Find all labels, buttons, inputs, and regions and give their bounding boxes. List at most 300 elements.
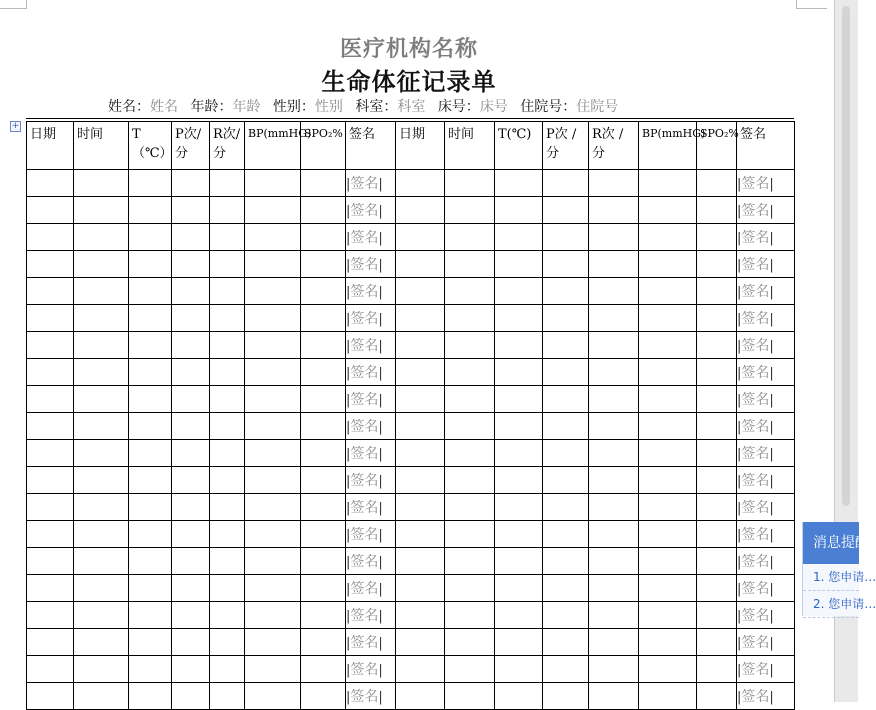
table-cell[interactable] [301,440,346,467]
table-cell[interactable] [639,548,697,575]
signature-field[interactable]: 签名 [350,527,379,543]
table-cell[interactable] [74,386,129,413]
signature-field[interactable]: 签名 [741,446,770,462]
table-cell[interactable] [27,251,74,278]
table-cell[interactable] [210,305,245,332]
table-cell[interactable] [589,494,639,521]
table-cell[interactable] [543,170,589,197]
table-cell[interactable] [495,386,543,413]
table-cell[interactable] [245,602,301,629]
table-cell[interactable] [396,170,445,197]
signature-cell[interactable] [346,440,396,467]
table-cell[interactable] [74,656,129,683]
table-cell[interactable] [27,683,74,710]
table-cell[interactable] [27,386,74,413]
table-cell[interactable] [639,521,697,548]
table-cell[interactable] [172,440,210,467]
signature-cell[interactable] [737,251,795,278]
table-cell[interactable] [396,467,445,494]
table-cell[interactable] [697,170,737,197]
table-cell[interactable] [129,278,172,305]
table-cell[interactable] [74,440,129,467]
signature-field[interactable]: 签名 [350,473,379,489]
signature-cell[interactable] [346,683,396,710]
table-cell[interactable] [301,197,346,224]
table-cell[interactable] [301,278,346,305]
table-cell[interactable] [697,224,737,251]
signature-cell[interactable] [346,413,396,440]
signature-cell[interactable] [346,467,396,494]
table-cell[interactable] [172,575,210,602]
table-move-handle-icon[interactable]: + [11,121,20,131]
table-cell[interactable] [74,305,129,332]
table-cell[interactable] [639,413,697,440]
table-cell[interactable] [543,521,589,548]
signature-cell[interactable] [737,224,795,251]
signature-field[interactable]: 签名 [350,500,379,516]
signature-cell[interactable] [346,521,396,548]
table-cell[interactable] [396,197,445,224]
signature-field[interactable]: 签名 [741,203,770,219]
signature-field[interactable]: 签名 [350,689,379,705]
table-cell[interactable] [445,413,495,440]
signature-cell[interactable] [737,683,795,710]
table-cell[interactable] [74,413,129,440]
table-cell[interactable] [697,575,737,602]
signature-cell[interactable] [737,332,795,359]
table-cell[interactable] [129,224,172,251]
signature-cell[interactable] [346,575,396,602]
signature-field[interactable]: 签名 [741,635,770,651]
table-cell[interactable] [245,521,301,548]
table-cell[interactable] [697,467,737,494]
table-cell[interactable] [210,467,245,494]
signature-field[interactable]: 签名 [741,689,770,705]
sex-field[interactable]: 性别 [314,99,343,115]
table-cell[interactable] [697,656,737,683]
table-cell[interactable] [445,197,495,224]
table-cell[interactable] [589,548,639,575]
table-cell[interactable] [172,332,210,359]
signature-field[interactable]: 签名 [741,527,770,543]
table-cell[interactable] [445,170,495,197]
table-cell[interactable] [129,386,172,413]
table-cell[interactable] [210,413,245,440]
table-cell[interactable] [543,467,589,494]
table-cell[interactable] [639,602,697,629]
signature-cell[interactable] [737,656,795,683]
signature-field[interactable]: 签名 [741,311,770,327]
table-cell[interactable] [74,521,129,548]
table-cell[interactable] [301,305,346,332]
table-cell[interactable] [639,386,697,413]
table-cell[interactable] [495,629,543,656]
table-cell[interactable] [245,440,301,467]
table-cell[interactable] [210,548,245,575]
table-cell[interactable] [697,521,737,548]
table-cell[interactable] [445,656,495,683]
message-item[interactable]: 1. 您申请… [803,564,859,591]
table-cell[interactable] [245,197,301,224]
table-cell[interactable] [445,224,495,251]
table-cell[interactable] [445,629,495,656]
signature-field[interactable]: 签名 [350,419,379,435]
table-cell[interactable] [396,251,445,278]
table-cell[interactable] [301,683,346,710]
table-cell[interactable] [639,332,697,359]
signature-cell[interactable] [346,224,396,251]
signature-field[interactable]: 签名 [741,419,770,435]
table-cell[interactable] [445,521,495,548]
table-cell[interactable] [543,305,589,332]
table-cell[interactable] [697,305,737,332]
table-cell[interactable] [639,629,697,656]
table-cell[interactable] [445,359,495,386]
table-cell[interactable] [639,170,697,197]
signature-field[interactable]: 签名 [350,203,379,219]
table-cell[interactable] [74,332,129,359]
table-cell[interactable] [74,278,129,305]
table-cell[interactable] [210,359,245,386]
table-cell[interactable] [172,197,210,224]
table-cell[interactable] [697,386,737,413]
table-cell[interactable] [445,467,495,494]
table-cell[interactable] [210,521,245,548]
table-cell[interactable] [697,440,737,467]
table-cell[interactable] [301,629,346,656]
table-cell[interactable] [589,305,639,332]
table-cell[interactable] [210,224,245,251]
signature-cell[interactable] [737,278,795,305]
table-cell[interactable] [301,494,346,521]
table-cell[interactable] [697,332,737,359]
table-cell[interactable] [543,413,589,440]
table-cell[interactable] [396,575,445,602]
dept-field[interactable]: 科室 [397,99,426,115]
signature-field[interactable]: 签名 [741,176,770,192]
table-cell[interactable] [589,629,639,656]
table-cell[interactable] [543,548,589,575]
table-cell[interactable] [445,386,495,413]
table-cell[interactable] [245,305,301,332]
table-cell[interactable] [445,440,495,467]
table-cell[interactable] [245,359,301,386]
table-cell[interactable] [639,494,697,521]
signature-cell[interactable] [346,494,396,521]
signature-field[interactable]: 签名 [741,554,770,570]
table-cell[interactable] [74,494,129,521]
table-cell[interactable] [639,440,697,467]
table-cell[interactable] [301,359,346,386]
signature-field[interactable]: 签名 [741,581,770,597]
table-cell[interactable] [495,332,543,359]
table-cell[interactable] [495,494,543,521]
table-cell[interactable] [396,602,445,629]
table-cell[interactable] [495,683,543,710]
table-cell[interactable] [27,359,74,386]
table-cell[interactable] [543,332,589,359]
signature-field[interactable]: 签名 [741,284,770,300]
table-cell[interactable] [245,251,301,278]
table-cell[interactable] [245,224,301,251]
table-cell[interactable] [129,494,172,521]
table-cell[interactable] [301,521,346,548]
table-cell[interactable] [396,413,445,440]
table-cell[interactable] [445,602,495,629]
table-cell[interactable] [543,386,589,413]
table-cell[interactable] [27,521,74,548]
table-cell[interactable] [27,197,74,224]
signature-cell[interactable] [346,197,396,224]
table-cell[interactable] [245,494,301,521]
signature-field[interactable]: 签名 [350,392,379,408]
table-cell[interactable] [589,386,639,413]
signature-field[interactable]: 签名 [350,635,379,651]
table-cell[interactable] [396,548,445,575]
signature-field[interactable]: 签名 [350,581,379,597]
table-cell[interactable] [301,386,346,413]
table-cell[interactable] [129,575,172,602]
table-cell[interactable] [495,224,543,251]
table-cell[interactable] [27,656,74,683]
table-cell[interactable] [301,548,346,575]
table-cell[interactable] [129,683,172,710]
table-cell[interactable] [74,224,129,251]
table-cell[interactable] [129,197,172,224]
table-cell[interactable] [245,575,301,602]
table-cell[interactable] [445,683,495,710]
signature-cell[interactable] [346,251,396,278]
table-cell[interactable] [27,548,74,575]
table-cell[interactable] [245,170,301,197]
table-cell[interactable] [697,278,737,305]
table-cell[interactable] [543,278,589,305]
table-cell[interactable] [589,413,639,440]
table-cell[interactable] [543,575,589,602]
table-cell[interactable] [589,170,639,197]
table-cell[interactable] [639,467,697,494]
table-cell[interactable] [74,467,129,494]
table-cell[interactable] [74,197,129,224]
table-cell[interactable] [301,413,346,440]
table-cell[interactable] [172,629,210,656]
table-cell[interactable] [301,575,346,602]
signature-cell[interactable] [346,359,396,386]
table-cell[interactable] [589,278,639,305]
table-cell[interactable] [396,683,445,710]
signature-cell[interactable] [737,575,795,602]
signature-field[interactable]: 签名 [741,473,770,489]
table-cell[interactable] [74,683,129,710]
table-cell[interactable] [27,602,74,629]
table-cell[interactable] [74,251,129,278]
signature-field[interactable]: 签名 [350,230,379,246]
table-cell[interactable] [697,197,737,224]
table-cell[interactable] [543,440,589,467]
signature-field[interactable]: 签名 [350,257,379,273]
table-cell[interactable] [396,224,445,251]
signature-cell[interactable] [346,332,396,359]
admission-field[interactable]: 住院号 [576,99,619,115]
table-cell[interactable] [495,197,543,224]
table-cell[interactable] [245,548,301,575]
signature-cell[interactable] [346,305,396,332]
table-cell[interactable] [245,386,301,413]
signature-field[interactable]: 签名 [350,365,379,381]
table-cell[interactable] [210,332,245,359]
table-cell[interactable] [129,656,172,683]
signature-cell[interactable] [737,197,795,224]
table-cell[interactable] [589,656,639,683]
signature-field[interactable]: 签名 [350,338,379,354]
age-field[interactable]: 年龄 [232,99,261,115]
table-cell[interactable] [396,305,445,332]
table-cell[interactable] [445,305,495,332]
table-cell[interactable] [639,251,697,278]
signature-field[interactable]: 签名 [741,662,770,678]
table-cell[interactable] [543,224,589,251]
table-cell[interactable] [74,359,129,386]
table-cell[interactable] [245,413,301,440]
table-cell[interactable] [639,683,697,710]
table-cell[interactable] [74,575,129,602]
table-cell[interactable] [396,521,445,548]
table-cell[interactable] [245,683,301,710]
table-cell[interactable] [245,629,301,656]
table-cell[interactable] [396,656,445,683]
table-cell[interactable] [172,548,210,575]
table-cell[interactable] [543,494,589,521]
signature-field[interactable]: 签名 [350,284,379,300]
signature-cell[interactable] [737,359,795,386]
table-cell[interactable] [543,359,589,386]
table-cell[interactable] [301,656,346,683]
table-cell[interactable] [495,359,543,386]
table-cell[interactable] [301,467,346,494]
table-cell[interactable] [27,494,74,521]
bed-field[interactable]: 床号 [479,99,508,115]
table-cell[interactable] [697,683,737,710]
signature-cell[interactable] [737,494,795,521]
signature-field[interactable]: 签名 [350,608,379,624]
table-cell[interactable] [172,467,210,494]
table-cell[interactable] [396,440,445,467]
signature-cell[interactable] [346,602,396,629]
table-cell[interactable] [396,359,445,386]
signature-cell[interactable] [346,548,396,575]
table-cell[interactable] [639,575,697,602]
table-cell[interactable] [74,629,129,656]
table-cell[interactable] [245,467,301,494]
table-cell[interactable] [74,170,129,197]
signature-cell[interactable] [737,305,795,332]
table-cell[interactable] [589,440,639,467]
signature-field[interactable]: 签名 [350,446,379,462]
table-cell[interactable] [639,278,697,305]
table-cell[interactable] [172,494,210,521]
table-cell[interactable] [210,575,245,602]
table-cell[interactable] [495,548,543,575]
table-cell[interactable] [210,440,245,467]
table-cell[interactable] [396,386,445,413]
table-cell[interactable] [27,170,74,197]
scrollbar-thumb[interactable] [842,6,850,506]
table-cell[interactable] [639,197,697,224]
table-cell[interactable] [495,521,543,548]
table-cell[interactable] [495,440,543,467]
table-cell[interactable] [589,251,639,278]
table-cell[interactable] [210,197,245,224]
table-cell[interactable] [245,332,301,359]
signature-cell[interactable] [737,467,795,494]
table-cell[interactable] [27,440,74,467]
table-cell[interactable] [495,305,543,332]
table-cell[interactable] [445,548,495,575]
table-cell[interactable] [27,467,74,494]
signature-cell[interactable] [737,440,795,467]
table-cell[interactable] [697,548,737,575]
table-cell[interactable] [589,575,639,602]
signature-field[interactable]: 签名 [741,338,770,354]
table-cell[interactable] [589,521,639,548]
table-cell[interactable] [172,683,210,710]
table-cell[interactable] [210,386,245,413]
table-cell[interactable] [210,629,245,656]
table-cell[interactable] [129,413,172,440]
table-cell[interactable] [396,332,445,359]
table-cell[interactable] [495,602,543,629]
table-cell[interactable] [445,575,495,602]
signature-field[interactable]: 签名 [350,176,379,192]
table-cell[interactable] [129,602,172,629]
table-cell[interactable] [589,467,639,494]
table-cell[interactable] [589,332,639,359]
table-cell[interactable] [210,170,245,197]
table-cell[interactable] [245,656,301,683]
table-cell[interactable] [697,602,737,629]
signature-cell[interactable] [346,629,396,656]
signature-cell[interactable] [346,278,396,305]
table-cell[interactable] [301,332,346,359]
table-cell[interactable] [697,251,737,278]
table-cell[interactable] [129,629,172,656]
signature-cell[interactable] [737,170,795,197]
signature-cell[interactable] [737,602,795,629]
table-cell[interactable] [27,575,74,602]
org-name[interactable]: 医疗机构名称 [339,36,478,62]
table-cell[interactable] [172,251,210,278]
table-cell[interactable] [495,467,543,494]
table-cell[interactable] [543,251,589,278]
table-cell[interactable] [129,521,172,548]
table-cell[interactable] [301,251,346,278]
table-cell[interactable] [27,629,74,656]
table-cell[interactable] [172,224,210,251]
table-cell[interactable] [639,305,697,332]
table-cell[interactable] [495,278,543,305]
table-cell[interactable] [589,602,639,629]
name-field[interactable]: 姓名 [150,99,178,115]
table-cell[interactable] [210,602,245,629]
signature-field[interactable]: 签名 [741,365,770,381]
table-cell[interactable] [543,629,589,656]
signature-field[interactable]: 签名 [741,230,770,246]
table-cell[interactable] [589,359,639,386]
table-cell[interactable] [697,413,737,440]
table-cell[interactable] [396,278,445,305]
table-cell[interactable] [495,575,543,602]
table-cell[interactable] [445,332,495,359]
